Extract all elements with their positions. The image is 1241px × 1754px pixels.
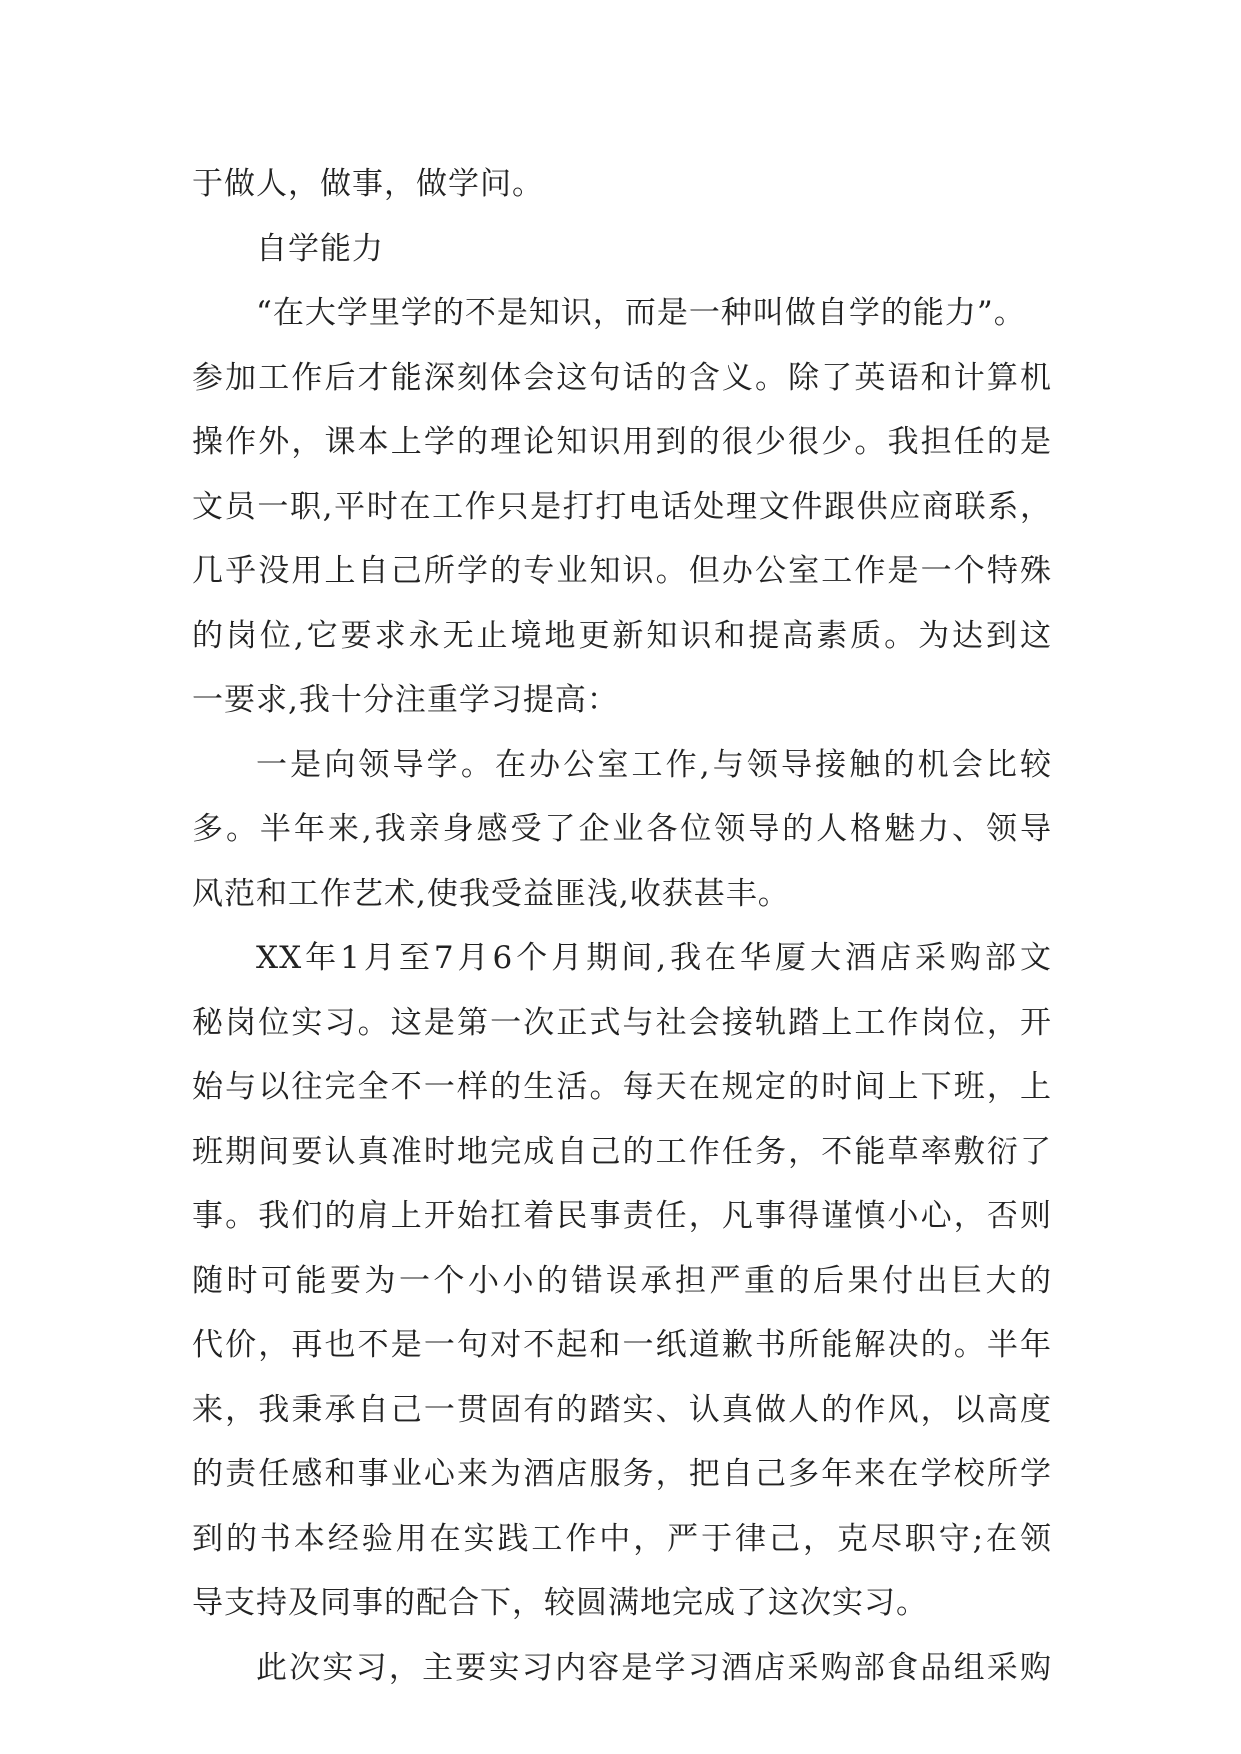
- text-line: 来，我秉承自己一贯固有的踏实、认真做人的作风，以高度: [192, 1391, 1052, 1428]
- text-line: 操作外，课本上学的理论知识用到的很少很少。我担任的是: [192, 424, 1052, 460]
- text-line: 班期间要认真准时地完成自己的工作任务，不能草率敷衍了: [192, 1133, 1052, 1170]
- text-line: 于做人，做事，做学问。: [192, 166, 544, 202]
- text-line: 参加工作后才能深刻体会这句话的含义。除了英语和计算机: [192, 359, 1052, 396]
- text-line: 导支持及同事的配合下，较圆满地完成了这次实习。: [192, 1585, 928, 1621]
- text-line: 此次实习，主要实习内容是学习酒店采购部食品组采购: [256, 1649, 1052, 1686]
- text-line: 的责任感和事业心来为酒店服务，把自己多年来在学校所学: [192, 1456, 1052, 1492]
- text-line: 的岗位,它要求永无止境地更新知识和提高素质。为达到这: [192, 617, 1052, 654]
- text-line: 文员一职,平时在工作只是打打电话处理文件跟供应商联系，: [192, 488, 1052, 525]
- text-line: 风范和工作艺术,使我受益匪浅,收获甚丰。: [192, 875, 790, 912]
- text-line: “在大学里学的不是知识，而是一种叫做自学的能力”。: [256, 295, 1026, 331]
- text-line: 几乎没用上自己所学的专业知识。但办公室工作是一个特殊: [192, 553, 1052, 589]
- text-line: XX年1月至7月6个月期间,我在华厦大酒店采购部文: [256, 940, 1052, 976]
- text-line: 随时可能要为一个小小的错误承担严重的后果付出巨大的: [192, 1262, 1052, 1299]
- text-line: 秘岗位实习。这是第一次正式与社会接轨踏上工作岗位，开: [192, 1004, 1052, 1041]
- text-line: 事。我们的肩上开始扛着民事责任，凡事得谨慎小心，否则: [192, 1198, 1052, 1234]
- text-line: 到的书本经验用在实践工作中，严于律己，克尽职守;在领: [192, 1520, 1052, 1557]
- text-line: 始与以往完全不一样的生活。每天在规定的时间上下班，上: [192, 1069, 1052, 1105]
- text-line: 自学能力: [256, 230, 384, 267]
- text-line: 一要求,我十分注重学习提高：: [192, 682, 619, 718]
- text-line: 一是向领导学。在办公室工作,与领导接触的机会比较: [256, 746, 1052, 783]
- text-line: 代价，再也不是一句对不起和一纸道歉书所能解决的。半年: [192, 1327, 1052, 1363]
- text-line: 多。半年来,我亲身感受了企业各位领导的人格魅力、领导: [192, 811, 1052, 847]
- document-body: [192, 152, 1052, 1700]
